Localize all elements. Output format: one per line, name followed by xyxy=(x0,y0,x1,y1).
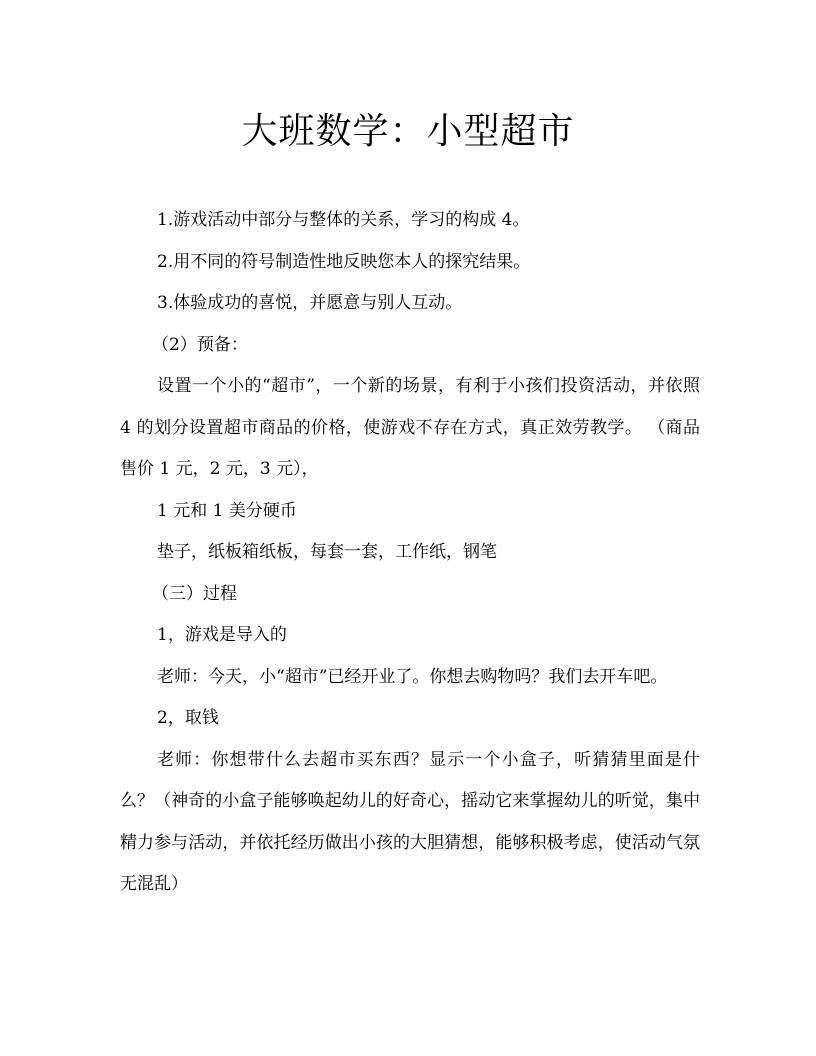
document-body xyxy=(120,200,700,906)
paragraph-objective-1: 1.游戏活动中部分与整体的关系，学习的构成 4。 xyxy=(157,210,530,230)
paragraph-preparation-setup: 设置一个小的“超市”，一个新的场景，有利于小孩们投资活动，并依照 4 的划分设置超市商品的价格，使游戏不存在方式，真正效劳教学。 （商品售价 1 元，2 元，3 元）， xyxy=(120,376,700,479)
step-heading-take-money: 2，取钱 xyxy=(157,708,219,728)
paragraph-preparation-materials: 垫子，纸板箱纸板，每套一套，工作纸，钢笔 xyxy=(157,542,497,562)
section-heading-preparation: （2）预备： xyxy=(152,334,248,355)
document-title: 大班数学：小型超市 xyxy=(241,111,575,152)
paragraph-teacher-mystery-box: 老师：你想带什么去超市买东西？显示一个小盒子，听猜猜里面是什么？（神奇的小盒子能够唤起幼儿的好奇心，摇动它来掌握幼儿的听觉，集中精力参与活动，并依托经历做出小孩的大胆猜想，能够积极考虑，使活动气氛无混乱） xyxy=(120,749,700,894)
section-heading-process: （三）过程 xyxy=(152,583,237,604)
paragraph-teacher-introduction: 老师：今天，小“超市”已经开业了。你想去购物吗？我们去开车吧。 xyxy=(157,666,668,687)
paragraph-objective-3: 3.体验成功的喜悦，并愿意与别人互动。 xyxy=(157,293,463,313)
step-heading-introduction: 1，游戏是导入的 xyxy=(157,625,287,645)
paragraph-preparation-coins: 1 元和 1 美分硬币 xyxy=(157,500,297,521)
paragraph-objective-2: 2.用不同的符号制造性地反映您本人的探究结果。 xyxy=(157,251,531,272)
